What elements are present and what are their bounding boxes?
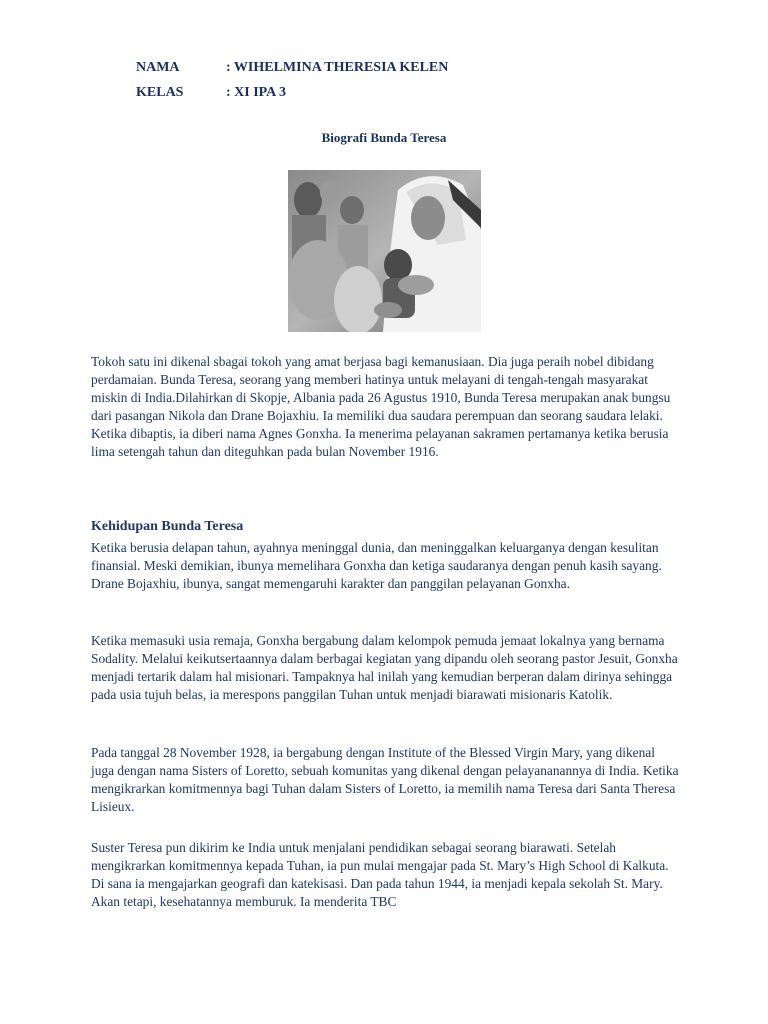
document-title: Biografi Bunda Teresa [321, 130, 447, 145]
kelas-row [136, 85, 286, 101]
nama-value: : WIHELMINA THERESIA KELEN [226, 60, 449, 75]
paragraph-4: Suster Teresa pun dikirim ke India untuk menjalani pendidikan sebagai seorang biarawati. Setelah mengikrarkan komitmennya kepada Tuhan, ia pun mulai mengajar pada St. Mary’s High School di Kalkuta. Di sana ia mengajarkan geografi dan katekisasi. Dan pada tahun 1944, ia menjadi kepala sekolah St. Mary. Akan tetapi, kesehatannya memburuk. Ia menderita TBC [91, 840, 669, 909]
paragraph-2: Ketika memasuki usia remaja, Gonxha bergabung dalam kelompok pemuda jemaat lokalnya yang bernama Sodality. Melalui keikutsertaannya dalam berbagai kegiatan yang dipandu oleh seorang pastor Jesuit, Gonxha menjadi tertarik dalam hal misionari. Tampaknya hal inilah yang kemudian berperan dalam dirinya sehingga pada usia tujuh belas, ia merespons panggilan Tuhan untuk menjadi biarawati misionaris Katolik. [91, 633, 678, 702]
kelas-value: : XI IPA 3 [226, 85, 287, 100]
nama-label: NAMA [136, 60, 180, 75]
kelas-label: KELAS [136, 85, 184, 100]
nama-row [136, 60, 448, 76]
section-heading: Kehidupan Bunda Teresa [91, 519, 244, 534]
paragraph-1: Ketika berusia delapan tahun, ayahnya meninggal dunia, dan meninggalkan keluarganya dengan kesulitan finansial. Meski demikian, ibunya memelihara Gonxha dan ketiga saudaranya dengan penuh kasih sayang. Drane Bojaxhiu, ibunya, sangat memengaruhi karakter dan panggilan pelayanan Gonxha. [91, 540, 662, 591]
paragraph-3: Pada tanggal 28 November 1928, ia bergabung dengan Institute of the Blessed Virgin Mary, yang dikenal juga dengan nama Sisters of Loretto, sebuah komunitas yang dikenal dengan pelayananannya di India. Ketika mengikrarkan komitmennya bagi Tuhan dalam Sisters of Loretto, ia memilih nama Teresa dari Santa Theresa Lisieux. [91, 745, 679, 814]
intro-paragraph: Tokoh satu ini dikenal sbagai tokoh yang amat berjasa bagi kemanusiaan. Dia juga peraih nobel dibidang perdamaian. Bunda Teresa, seorang yang memberi hatinya untuk melayani di tengah-tengah masyarakat miskin di India.Dilahirkan di Skopje, Albania pada 26 Agustus 1910, Bunda Teresa merupakan anak bungsu dari pasangan Nikola dan Drane Bojaxhiu. Ia memiliki dua saudara perempuan dan seorang saudara lelaki. Ketika dibaptis, ia diberi nama Agnes Gonxha. Ia menerima pelayanan sakramen pertamanya ketika berusia lima setengah tahun dan diteguhkan pada bulan November 1916. [91, 354, 671, 459]
biography-photo [288, 170, 481, 332]
